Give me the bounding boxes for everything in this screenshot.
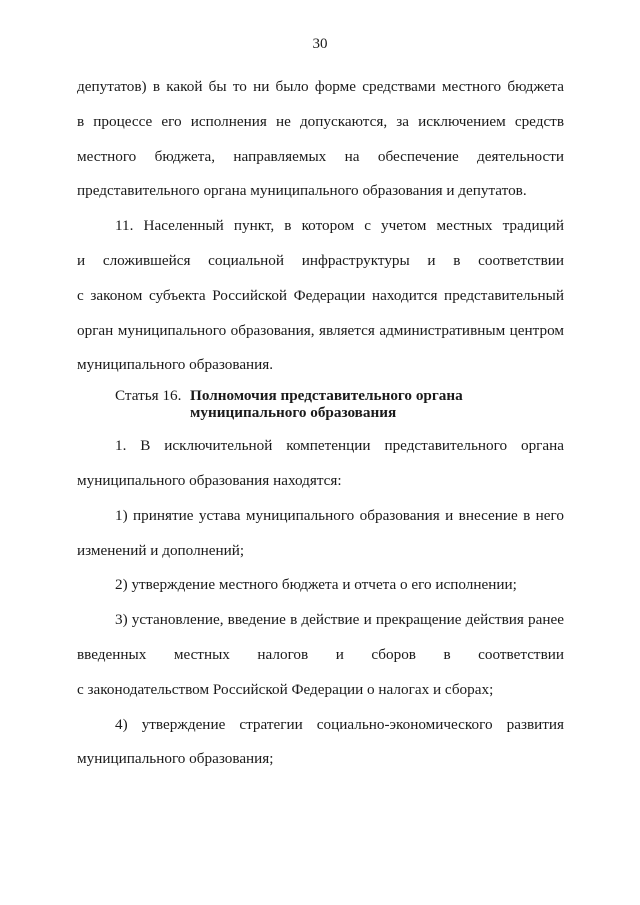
text-line: изменений и дополнений; bbox=[77, 541, 245, 559]
paragraph-continuation bbox=[77, 70, 564, 209]
text-line: орган муниципального образования, является административным центром bbox=[77, 321, 564, 339]
text-line: депутатов) в какой бы то ни было форме средствами местного бюджета bbox=[77, 78, 564, 95]
text-line: 11. Населенный пункт, в котором с учетом местных традиций bbox=[115, 217, 564, 235]
text-line: в процессе его исполнения не допускаются, за исключением средств bbox=[77, 112, 564, 130]
page-number: 30 bbox=[312, 36, 328, 52]
document-body bbox=[77, 70, 564, 777]
text-line: представительного органа муниципального образования и депутатов. bbox=[77, 182, 527, 200]
text-line: 3) установление, введение в действие и прекращение действия ранее bbox=[115, 611, 564, 629]
list-item bbox=[77, 603, 564, 707]
text-line: введенных местных налогов и сборов в соответствии bbox=[77, 645, 564, 663]
list-item bbox=[77, 708, 564, 778]
text-line: с законодательством Российской Федерации о налогах и сборах; bbox=[77, 680, 494, 698]
article-title-line: муниципального образования bbox=[190, 404, 397, 422]
text-line: 2) утверждение местного бюджета и отчета о его исполнении; bbox=[115, 576, 517, 594]
text-line: муниципального образования. bbox=[77, 356, 274, 374]
paragraph-point-11 bbox=[77, 209, 564, 383]
text-line: и сложившейся социальной инфраструктуры и в соответствии bbox=[77, 251, 564, 269]
article-label: Статья 16. bbox=[115, 387, 182, 405]
text-line: местного бюджета, направляемых на обеспечение деятельности bbox=[77, 147, 564, 165]
text-line: 4) утверждение стратегии социально-экономического развития bbox=[115, 715, 564, 733]
list-item bbox=[77, 499, 564, 569]
text-line: с законом субъекта Российской Федерации находится представительный bbox=[77, 286, 564, 304]
text-line: 1. В исключительной компетенции представительного органа bbox=[115, 437, 564, 455]
text-line: муниципального образования находятся: bbox=[77, 471, 342, 489]
article-title-line: Полномочия представительного органа bbox=[190, 387, 463, 405]
text-line: муниципального образования; bbox=[77, 750, 274, 768]
text-line: 1) принятие устава муниципального образования и внесение в него bbox=[115, 506, 564, 524]
list-item bbox=[77, 568, 564, 603]
article-heading bbox=[77, 387, 564, 421]
paragraph-point-1 bbox=[77, 429, 564, 499]
article-title bbox=[190, 387, 463, 421]
